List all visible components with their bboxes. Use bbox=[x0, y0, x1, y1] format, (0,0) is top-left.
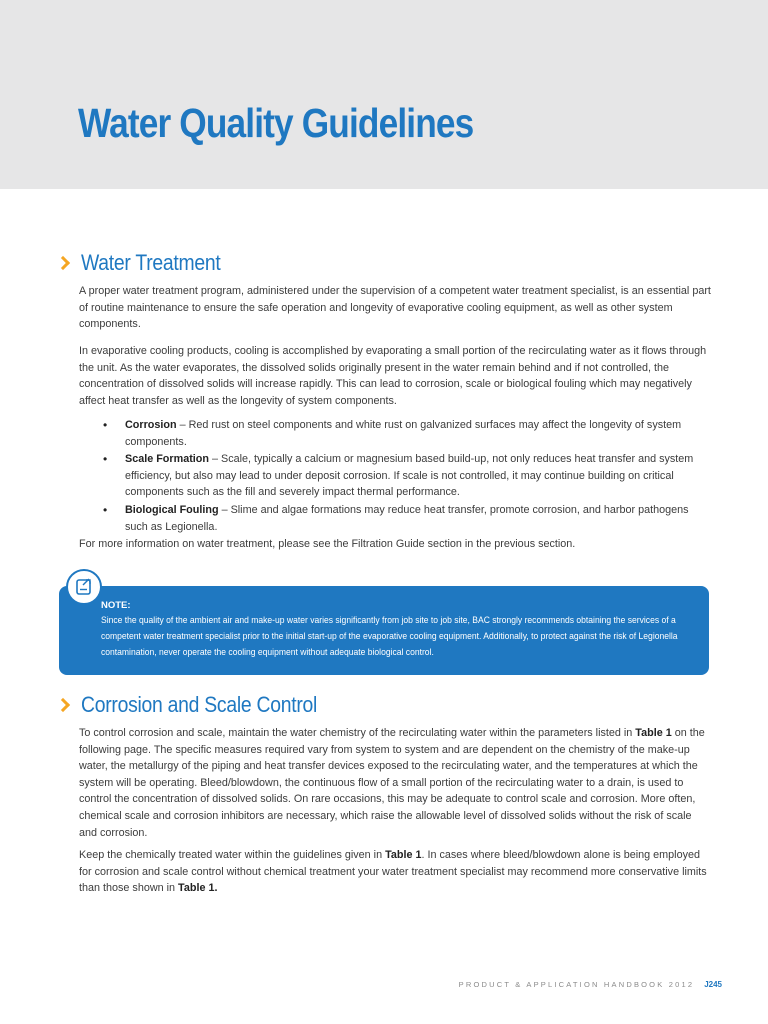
paragraph-text: on the following page. The specific measures required vary from system to system and are dependent on the chemistry of the make-up water, the metallurgy of the piping and heat transfer devices exposed to the recirculating water, and the temperatures at which the system will be operating. Bleed/blowdown, the continuous flow of a small portion of the recirculating water to a drain, is used to control the concentration of dissolved solids. On rare occasions, this may be adequate to control scale and corrosion. More often, chemical scale and corrosion inhibitors are necessary, which raise the allowable level of dissolved solids without the risk of scale and corrosion. bbox=[79, 727, 705, 839]
list-item bbox=[79, 451, 712, 501]
table-reference: Table 1 bbox=[635, 727, 672, 739]
section-heading-corrosion bbox=[58, 692, 349, 718]
bullet-icon: • bbox=[103, 502, 108, 517]
chevron-right-icon bbox=[56, 256, 70, 270]
footer-handbook: PRODUCT & APPLICATION HANDBOOK 2012 bbox=[458, 980, 695, 989]
bullet-term: Corrosion bbox=[125, 419, 177, 431]
table-reference: Table 1. bbox=[178, 882, 218, 895]
list-item bbox=[79, 502, 712, 535]
section-title: Water Treatment bbox=[81, 250, 221, 275]
bullet-text: – Scale, typically a calcium or magnesium based build-up, not only reduces heat transfer and system efficiency, but also may lead to under deposit corrosion. If scale is not controlled, it may continue building on critical components such as the fill and severely impact thermal performance. bbox=[125, 453, 694, 499]
note-label: NOTE: bbox=[101, 600, 131, 611]
bullet-list bbox=[79, 417, 712, 536]
bullet-text: – Red rust on steel components and white rust on galvanized surfaces may affect the longevity of system components. bbox=[125, 419, 682, 448]
paragraph bbox=[79, 847, 712, 897]
paragraph bbox=[79, 725, 712, 841]
paragraph: In evaporative cooling products, cooling is accomplished by evaporating a small portion of the recirculating water as it flows through the unit. As the water evaporates, the dissolved solids originally present in the water remain behind and if not controlled, the concentration of dissolved solids will increase rapidly. This can lead to corrosion, scale or biological fouling which may negatively affect heat transfer as well as the longevity of system components. bbox=[79, 345, 707, 407]
section-heading-water-treatment bbox=[58, 250, 240, 276]
paragraph-text: . In cases where bleed/blowdown alone is being employed for corrosion and scale control without chemical treatment your water treatment specialist may recommend more conservative limits than those shown in bbox=[79, 849, 707, 895]
bullet-term: Scale Formation bbox=[125, 453, 209, 466]
paragraph: A proper water treatment program, administered under the supervision of a competent water treatment specialist, is an essential part of routine maintenance to ensure the safe operation and longevity of evaporative cooling equipment, as well as other system components. bbox=[79, 285, 711, 331]
paragraph: For more information on water treatment, please see the Filtration Guide section in the previous section. bbox=[79, 538, 576, 550]
page-number: J245 bbox=[704, 980, 722, 989]
list-item bbox=[79, 417, 712, 450]
page-title: Water Quality Guidelines bbox=[78, 100, 474, 146]
note-text: Since the quality of the ambient air and make-up water varies significantly from job site to job site, BAC strongly recommends obtaining the services of a competent water treatment specialist prior to the initial start-up of the evaporative cooling equipment. Additionally, to protect against the risk of Legionella contamination, never operate the cooling equipment without adequate biological control. bbox=[101, 615, 678, 658]
note-icon bbox=[66, 569, 102, 605]
chevron-right-icon bbox=[56, 698, 70, 712]
paragraph-text: Keep the chemically treated water within the guidelines given in bbox=[79, 849, 386, 861]
bullet-text: – Slime and algae formations may reduce heat transfer, promote corrosion, and harbor pathogens such as Legionella. bbox=[125, 503, 689, 533]
header-band bbox=[0, 0, 768, 189]
table-reference: Table 1 bbox=[385, 849, 422, 861]
bullet-icon: • bbox=[103, 452, 108, 467]
bullet-term: Biological Fouling bbox=[125, 503, 219, 516]
section-title: Corrosion and Scale Control bbox=[81, 692, 318, 717]
paragraph-text: To control corrosion and scale, maintain the water chemistry of the recirculating water within the parameters listed in bbox=[79, 727, 636, 739]
bullet-icon: • bbox=[103, 418, 108, 432]
page-footer bbox=[459, 980, 722, 989]
